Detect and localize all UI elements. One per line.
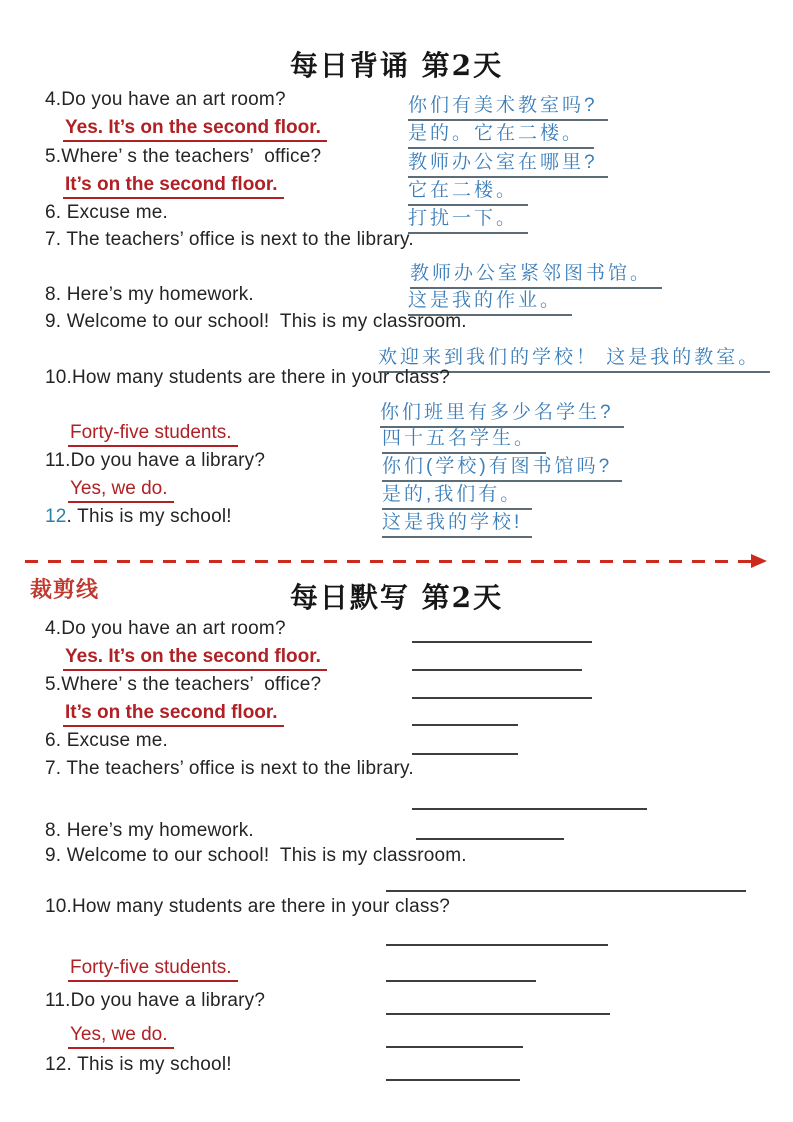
answer-blank-line (386, 890, 746, 892)
english-sentence: 9. Welcome to our school! This is my classroom. (45, 845, 467, 866)
english-sentence: 12. This is my school! (45, 506, 232, 527)
item-number-blue: 12 (45, 506, 67, 527)
answer-sentence: Forty-five students. (68, 957, 238, 982)
chinese-translation: 是的,我们有。 (382, 479, 532, 510)
answer-sentence: It’s on the second floor. (63, 702, 284, 727)
answer-blank-line (386, 1013, 610, 1015)
answer-blank-line (412, 808, 647, 810)
english-sentence: 10.How many students are there in your class? (45, 367, 451, 388)
chinese-translation: 这是我的作业。 (408, 285, 572, 316)
answer-blank-line (386, 1046, 523, 1048)
chinese-translation: 这是我的学校! (382, 507, 532, 538)
answer-blank-line (412, 697, 592, 699)
answer-sentence: Forty-five students. (68, 422, 238, 447)
answer-blank-line (386, 944, 608, 946)
chinese-translation: 它在二楼。 (408, 175, 528, 206)
chinese-translation: 欢迎来到我们的学校！ 这是我的教室。 (378, 342, 770, 373)
chinese-translation: 教师办公室在哪里? (408, 147, 608, 178)
cut-line-label: 裁剪线 (30, 577, 100, 603)
english-sentence: 5.Where’ s the teachers’ office? (45, 674, 322, 695)
cut-arrow-icon (751, 554, 767, 568)
answer-sentence: Yes, we do. (68, 1024, 174, 1049)
english-sentence: 11.Do you have a library? (45, 450, 266, 471)
dictation-title: 每日默写 第2天 (289, 581, 504, 614)
chinese-translation: 是的。它在二楼。 (408, 118, 594, 149)
english-sentence: 4.Do you have an art room? (45, 618, 286, 639)
english-sentence: 11.Do you have a library? (45, 990, 266, 1011)
answer-blank-line (412, 753, 518, 755)
english-sentence: 8. Here’s my homework. (45, 284, 254, 305)
chinese-translation: 教师办公室紧邻图书馆。 (410, 258, 662, 289)
english-sentence: 6. Excuse me. (45, 730, 168, 751)
answer-blank-line (416, 838, 564, 840)
english-sentence: 7. The teachers’ office is next to the library. (45, 229, 414, 250)
english-sentence: 4.Do you have an art room? (45, 89, 286, 110)
answer-blank-line (412, 669, 582, 671)
english-sentence: 8. Here’s my homework. (45, 820, 254, 841)
answer-sentence: Yes. It’s on the second floor. (63, 646, 327, 671)
english-sentence: 7. The teachers’ office is next to the library. (45, 758, 414, 779)
answer-blank-line (412, 641, 592, 643)
answer-blank-line (386, 1079, 520, 1081)
answer-blank-line (412, 724, 518, 726)
answer-blank-line (386, 980, 536, 982)
answer-sentence: Yes. It’s on the second floor. (63, 117, 327, 142)
english-sentence: 5.Where’ s the teachers’ office? (45, 146, 322, 167)
chinese-translation: 你们(学校)有图书馆吗? (382, 451, 622, 482)
chinese-translation: 你们班里有多少名学生? (380, 397, 624, 428)
cut-dashed-line (25, 560, 751, 563)
english-sentence: 6. Excuse me. (45, 202, 168, 223)
english-sentence: 12. This is my school! (45, 1054, 232, 1075)
chinese-translation: 打扰一下。 (408, 203, 528, 234)
answer-sentence: It’s on the second floor. (63, 174, 284, 199)
chinese-translation: 你们有美术教室吗? (408, 90, 608, 121)
answer-sentence: Yes, we do. (68, 478, 174, 503)
chinese-translation: 四十五名学生。 (382, 423, 546, 454)
english-sentence: 9. Welcome to our school! This is my classroom. (45, 311, 467, 332)
recitation-title: 每日背诵 第2天 (289, 49, 504, 82)
english-sentence: 10.How many students are there in your class? (45, 896, 451, 917)
